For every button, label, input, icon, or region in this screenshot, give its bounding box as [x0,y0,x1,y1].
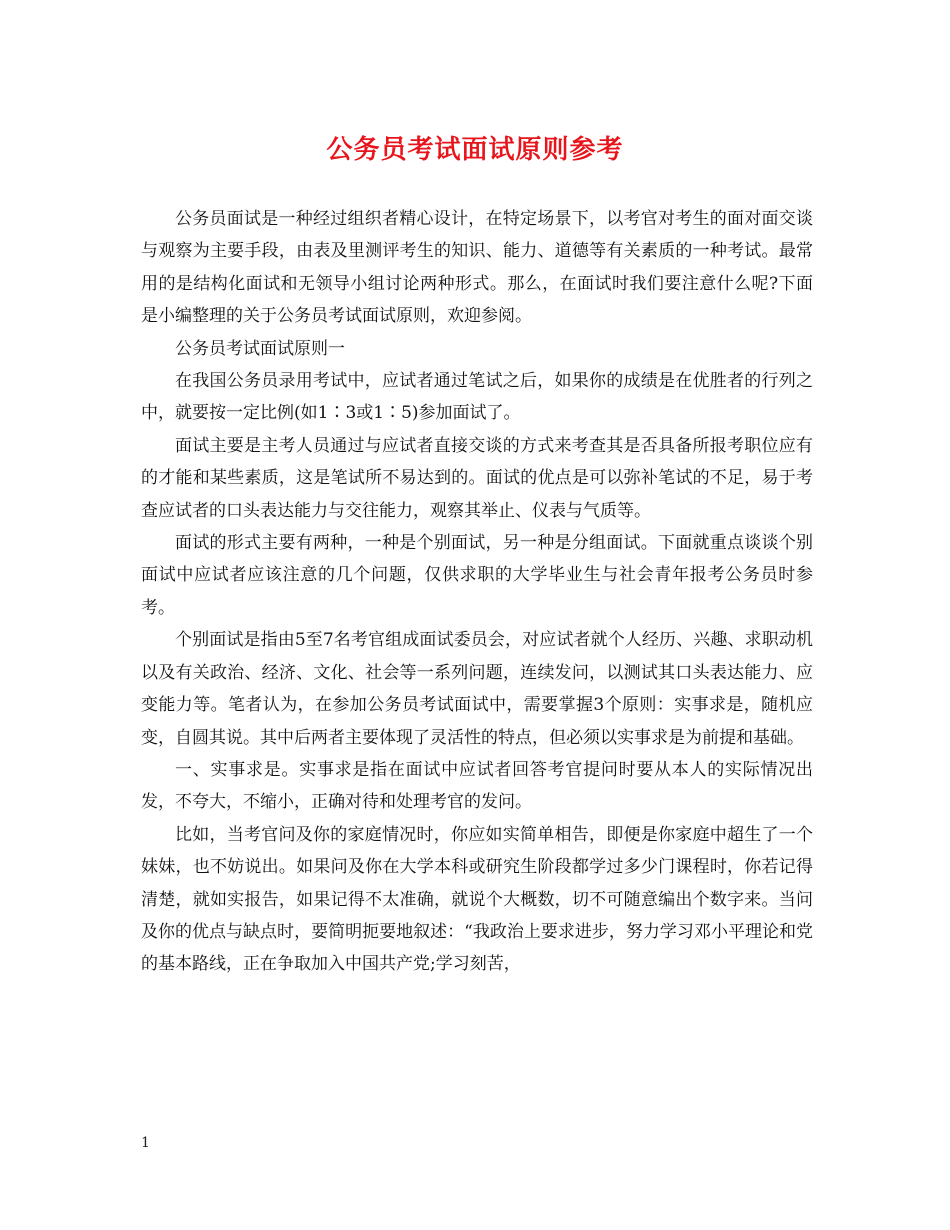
paragraph-interview-purpose: 面试主要是主考人员通过与应试者直接交谈的方式来考查其是否具备所报考职位应有的才能和某些素质，这是笔试所不易达到的。面试的优点是可以弥补笔试的不足，易于考查应试者的口头表达能力与交往能力，观察其举止、仪表与气质等。 [141,435,813,521]
paragraph-principle-seek-truth: 一、实事求是。实事求是指在面试中应试者回答考官提问时要从本人的实际情况出发，不夸大，不缩小，正确对待和处理考官的发问。 [141,759,813,813]
paragraph-written-exam: 在我国公务员录用考试中，应试者通过笔试之后，如果你的成绩是在优胜者的行列之中，就要按一定比例(如1∶3或1∶5)参加面试了。 [141,371,813,424]
document-body [141,203,813,981]
document-title: 公务员考试面试原则参考 [326,135,624,165]
page-number: 1 [141,1135,150,1151]
paragraph-example: 比如，当考官问及你的家庭情况时，你应如实简单相告，即便是你家庭中超生了一个妹妹，也不妨说出。如果问及你在大学本科或研究生阶段都学过多少门课程时，你若记得清楚，就如实报告，如果记得不太准确，就说个大概数，切不可随意编出个数字来。当问及你的优点与缺点时，要简明扼要地叙述：“我政治上要求进步，努力学习邓小平理论和党的基本路线，正在争取加入中国共产党;学习刻苦， [141,824,813,975]
section-heading-principle-one: 公务员考试面试原则一 [175,338,345,359]
paragraph-interview-forms: 面试的形式主要有两种，一种是个别面试，另一种是分组面试。下面就重点谈谈个别面试中应试者应该注意的几个问题，仅供求职的大学毕业生与社会青年报考公务员时参考。 [141,533,813,618]
paragraph-individual-interview: 个别面试是指由5至7名考官组成面试委员会，对应试者就个人经历、兴趣、求职动机以及有关政治、经济、文化、社会等一系列问题，连续发问，以测试其口头表达能力、应变能力等。笔者认为，在参加公务员考试面试中，需要掌握3个原则：实事求是，随机应变，自圆其说。其中后两者主要体现了灵活性的特点，但必须以实事求是为前提和基础。 [141,630,813,748]
paragraph-intro: 公务员面试是一种经过组织者精心设计，在特定场景下，以考官对考生的面对面交谈与观察为主要手段，由表及里测评考生的知识、能力、道德等有关素质的一种考试。最常用的是结构化面试和无领导小组讨论两种形式。那么，在面试时我们要注意什么呢?下面是小编整理的关于公务员考试面试原则，欢迎参阅。 [141,209,813,327]
